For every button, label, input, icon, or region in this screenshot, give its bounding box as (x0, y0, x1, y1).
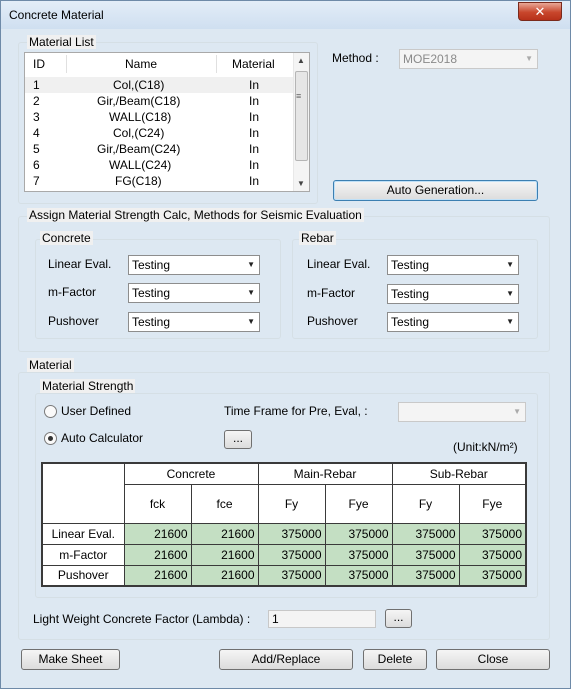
item-id: 4 (33, 126, 40, 140)
list-item[interactable] (25, 125, 293, 141)
table-cell[interactable]: 375000 (325, 544, 392, 565)
method-label: Method : (332, 51, 379, 65)
col-header-sub-fye: Fye (459, 484, 526, 523)
concrete-linear-eval-select[interactable] (128, 255, 260, 275)
item-id: 6 (33, 158, 40, 172)
list-item[interactable] (25, 109, 293, 125)
item-material: In (249, 78, 260, 92)
table-corner-cell (42, 463, 124, 523)
user-defined-radio[interactable] (44, 405, 57, 418)
row-header-m-factor: m-Factor (42, 544, 124, 565)
title-bar[interactable] (1, 1, 570, 29)
chevron-down-icon: ▼ (525, 54, 533, 63)
item-id: 5 (33, 142, 40, 156)
table-cell[interactable]: 375000 (258, 544, 325, 565)
close-button[interactable]: Close (436, 649, 550, 670)
time-frame-label: Time Frame for Pre, Eval, : (224, 404, 368, 418)
row-header-pushover: Pushover (42, 565, 124, 586)
item-material: In (249, 174, 260, 188)
scroll-up-icon[interactable]: ▲ (297, 56, 305, 65)
table-cell[interactable]: 375000 (392, 523, 459, 544)
rebar-m-factor-label: m-Factor (307, 286, 355, 300)
chevron-down-icon: ▼ (513, 407, 521, 416)
table-cell[interactable]: 21600 (124, 565, 191, 586)
time-frame-select[interactable] (398, 402, 526, 422)
method-value: MOE2018 (403, 52, 458, 66)
item-id: 3 (33, 110, 40, 124)
table-cell[interactable]: 21600 (191, 544, 258, 565)
item-material: In (249, 94, 260, 108)
table-row (42, 565, 526, 586)
select-value: Testing (391, 258, 430, 272)
select-value: Testing (132, 258, 171, 272)
auto-calculator-settings-button[interactable]: ... (224, 430, 252, 449)
list-item[interactable] (25, 157, 293, 173)
lambda-settings-button[interactable]: ... (385, 609, 412, 628)
rebar-pushover-select[interactable] (387, 312, 519, 332)
table-row (42, 523, 526, 544)
main-rebar-group-header: Main-Rebar (258, 463, 392, 484)
chevron-down-icon: ▼ (247, 288, 255, 297)
material-strength-table (41, 462, 527, 587)
col-header-material[interactable]: Material (232, 57, 275, 71)
item-name: FG(C18) (115, 174, 162, 188)
table-cell[interactable]: 21600 (191, 565, 258, 586)
concrete-m-factor-label: m-Factor (48, 285, 96, 299)
table-cell[interactable]: 21600 (124, 523, 191, 544)
method-select[interactable] (399, 49, 538, 69)
concrete-linear-eval-label: Linear Eval. (48, 257, 112, 271)
grip-icon: ≡ (296, 91, 302, 101)
item-name: WALL(C18) (109, 110, 172, 124)
col-separator (66, 55, 67, 73)
rebar-label: Rebar (301, 231, 334, 245)
select-value: Testing (391, 287, 430, 301)
rebar-linear-eval-select[interactable] (387, 255, 519, 275)
material-label: Material (29, 358, 72, 372)
item-id: 7 (33, 174, 40, 188)
auto-calculator-radio[interactable] (44, 432, 57, 445)
concrete-group-header: Concrete (124, 463, 258, 484)
table-row (42, 544, 526, 565)
lambda-value: 1 (272, 612, 279, 626)
scroll-down-icon[interactable]: ▼ (297, 179, 305, 188)
rebar-m-factor-select[interactable] (387, 284, 519, 304)
concrete-m-factor-select[interactable] (128, 283, 260, 303)
chevron-down-icon: ▼ (247, 317, 255, 326)
table-cell[interactable]: 375000 (459, 544, 526, 565)
material-list[interactable] (24, 52, 310, 192)
select-value: Testing (391, 315, 430, 329)
table-cell[interactable]: 21600 (191, 523, 258, 544)
table-cell[interactable]: 375000 (392, 565, 459, 586)
table-cell[interactable]: 375000 (392, 544, 459, 565)
item-material: In (249, 142, 260, 156)
table-cell[interactable]: 375000 (459, 565, 526, 586)
assign-methods-label: Assign Material Strength Calc, Methods for Seismic Evaluation (29, 208, 362, 222)
add-replace-button[interactable]: Add/Replace (219, 649, 353, 670)
material-list-label: Material List (29, 35, 94, 49)
chevron-down-icon: ▼ (247, 260, 255, 269)
col-header-sub-fy: Fy (392, 484, 459, 523)
make-sheet-button[interactable]: Make Sheet (21, 649, 120, 670)
select-value: Testing (132, 315, 171, 329)
col-header-fce: fce (191, 484, 258, 523)
chevron-down-icon: ▼ (506, 289, 514, 298)
item-name: Col,(C24) (113, 126, 165, 140)
list-item[interactable] (25, 77, 293, 93)
concrete-pushover-select[interactable] (128, 312, 260, 332)
concrete-pushover-label: Pushover (48, 314, 99, 328)
list-item[interactable] (25, 141, 293, 157)
lambda-label: Light Weight Concrete Factor (Lambda) : (33, 612, 251, 626)
chevron-down-icon: ▼ (506, 260, 514, 269)
table-cell[interactable]: 375000 (325, 523, 392, 544)
table-cell[interactable]: 21600 (124, 544, 191, 565)
table-cell[interactable]: 375000 (258, 565, 325, 586)
item-material: In (249, 110, 260, 124)
col-header-id[interactable]: ID (33, 57, 45, 71)
col-header-fck: fck (124, 484, 191, 523)
window-title: Concrete Material (9, 8, 104, 22)
list-item[interactable] (25, 93, 293, 109)
delete-button[interactable]: Delete (363, 649, 427, 670)
rebar-pushover-label: Pushover (307, 314, 358, 328)
unit-label: (Unit:kN/m²) (453, 440, 518, 454)
list-item[interactable] (25, 173, 293, 189)
col-separator (216, 55, 217, 73)
select-value: Testing (132, 286, 171, 300)
table-cell[interactable]: 375000 (258, 523, 325, 544)
lambda-field[interactable] (268, 610, 376, 628)
item-name: Gir,/Beam(C18) (97, 94, 181, 108)
chevron-down-icon: ▼ (506, 317, 514, 326)
close-window-button[interactable]: ✕ (518, 2, 562, 21)
list-scrollbar[interactable] (293, 53, 309, 191)
item-name: Col,(C18) (113, 78, 165, 92)
material-strength-label: Material Strength (42, 379, 134, 393)
col-header-name[interactable]: Name (125, 57, 158, 71)
item-name: Gir,/Beam(C24) (97, 142, 181, 156)
list-header (25, 53, 293, 75)
col-header-main-fy: Fy (258, 484, 325, 523)
item-name: WALL(C24) (109, 158, 172, 172)
col-header-main-fye: Fye (325, 484, 392, 523)
sub-rebar-group-header: Sub-Rebar (392, 463, 526, 484)
auto-calculator-label[interactable]: Auto Calculator (61, 431, 144, 445)
auto-generation-button[interactable]: Auto Generation... (333, 180, 538, 201)
item-id: 2 (33, 94, 40, 108)
row-header-linear-eval: Linear Eval. (42, 523, 124, 544)
user-defined-label[interactable]: User Defined (61, 404, 132, 418)
table-cell[interactable]: 375000 (325, 565, 392, 586)
scroll-thumb[interactable] (295, 71, 308, 161)
concrete-label: Concrete (42, 231, 91, 245)
table-cell[interactable]: 375000 (459, 523, 526, 544)
item-material: In (249, 126, 260, 140)
item-id: 1 (33, 78, 40, 92)
rebar-linear-eval-label: Linear Eval. (307, 257, 371, 271)
item-material: In (249, 158, 260, 172)
